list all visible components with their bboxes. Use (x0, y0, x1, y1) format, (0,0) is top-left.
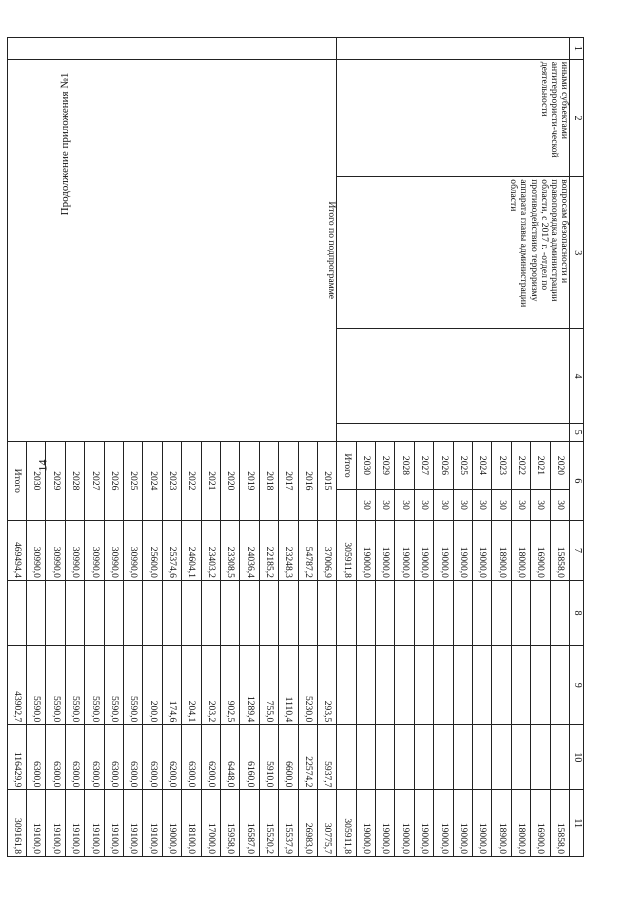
col9-cell (395, 646, 414, 725)
col9-cell: 174,6 (162, 646, 181, 725)
col10-cell: 6200,0 (162, 725, 181, 790)
year-cell: 2015 (317, 441, 336, 520)
col8-cell (65, 580, 84, 645)
total-cell: 30990,0 (27, 520, 46, 580)
col8-cell (531, 580, 550, 645)
col11-cell: 15537,9 (279, 790, 298, 857)
total-cell: 30990,0 (104, 520, 123, 580)
year-cell: 2022 (511, 441, 530, 490)
col6b-cell: 30 (395, 490, 414, 521)
year-cell: 2025 (453, 441, 472, 490)
col9-cell: 204,1 (182, 646, 201, 725)
appendix-title: Продолжение приложения №1 (59, 72, 71, 216)
col11-cell: 19000,0 (356, 790, 375, 857)
year-cell: 2030 (356, 441, 375, 490)
col11-cell: 15520,2 (259, 790, 278, 857)
col10-cell: 22574,2 (298, 725, 317, 790)
table-row (317, 38, 336, 857)
col11-cell: 19100,0 (85, 790, 104, 857)
col11-cell: 15958,0 (220, 790, 239, 857)
subprogram-total-label: Итого по подпрограмме (7, 59, 337, 441)
col8-cell (201, 580, 220, 645)
total-cell: 23248,3 (279, 520, 298, 580)
year-cell: 2027 (414, 441, 433, 490)
col10-cell: 6200,0 (201, 725, 220, 790)
total-cell: 15858,0 (550, 520, 569, 580)
col6b-cell: 30 (453, 490, 472, 521)
col11-cell: 19100,0 (104, 790, 123, 857)
year-cell: 2026 (434, 441, 453, 490)
total-cell: 24604,1 (182, 520, 201, 580)
year-cell: 2029 (376, 441, 395, 490)
col9-cell: 5230,0 (298, 646, 317, 725)
col-header-2: 2 (570, 59, 584, 177)
col8-cell (279, 580, 298, 645)
col10-cell (492, 725, 511, 790)
col6b-cell: 30 (414, 490, 433, 521)
col9-cell (356, 646, 375, 725)
total-cell: 16900,0 (531, 520, 550, 580)
col8-cell (104, 580, 123, 645)
col8-cell (473, 580, 492, 645)
subject-cell: иными субъектами антитеррористи-ческой деятельности (337, 59, 570, 177)
col11-cell: 19100,0 (143, 790, 162, 857)
col8-cell (143, 580, 162, 645)
col10-cell: 6300,0 (182, 725, 201, 790)
year-cell: 2020 (550, 441, 569, 490)
col8-cell (27, 580, 46, 645)
col9-cell (337, 646, 356, 725)
col9-cell: 5590,0 (104, 646, 123, 725)
total-cell: 19000,0 (395, 520, 414, 580)
col8-cell (46, 580, 65, 645)
col-header-9: 9 (570, 646, 584, 725)
col11-cell: 19000,0 (376, 790, 395, 857)
col9-cell (492, 646, 511, 725)
year-cell: 2024 (143, 441, 162, 520)
col11-cell: 19100,0 (124, 790, 143, 857)
col10-cell: 6300,0 (27, 725, 46, 790)
total-cell: 30990,0 (124, 520, 143, 580)
col11-cell: 30775,7 (317, 790, 336, 857)
total-cell: 18000,0 (511, 520, 530, 580)
col6b-cell: 30 (550, 490, 569, 521)
col8-cell (259, 580, 278, 645)
col8-cell (434, 580, 453, 645)
col11-cell: 16587,0 (240, 790, 259, 857)
col-header-4: 4 (570, 329, 584, 424)
col9-cell (531, 646, 550, 725)
col11-cell: 18100,0 (182, 790, 201, 857)
col9-cell: 203,2 (201, 646, 220, 725)
col11-cell: 15858,0 (550, 790, 569, 857)
total-cell: 30990,0 (85, 520, 104, 580)
col8-cell (376, 580, 395, 645)
col-header-1: 1 (570, 38, 584, 60)
total-cell: 19000,0 (434, 520, 453, 580)
column-number-row (570, 38, 584, 857)
year-cell: 2029 (46, 441, 65, 520)
cell-col1 (7, 38, 337, 60)
col8-cell (162, 580, 181, 645)
col-header-7: 7 (570, 520, 584, 580)
total-cell: 19000,0 (414, 520, 433, 580)
cell-col4 (337, 329, 570, 424)
col11-cell: 305911,8 (337, 790, 356, 857)
year-cell: 2016 (298, 441, 317, 520)
total-cell: 18900,0 (492, 520, 511, 580)
col-header-5: 5 (570, 423, 584, 441)
col11-cell: 19000,0 (414, 790, 433, 857)
col8-cell (182, 580, 201, 645)
col11-cell: 19000,0 (395, 790, 414, 857)
total-cell: 305911,8 (337, 520, 356, 580)
col8-cell (124, 580, 143, 645)
col6b-cell: 30 (492, 490, 511, 521)
col9-cell: 200,0 (143, 646, 162, 725)
total-cell: 22185,2 (259, 520, 278, 580)
col9-cell: 293,5 (317, 646, 336, 725)
col8-cell (356, 580, 375, 645)
col10-cell (356, 725, 375, 790)
col9-cell (376, 646, 395, 725)
col8-cell (550, 580, 569, 645)
page-number: 14 (35, 459, 50, 472)
col9-cell (453, 646, 472, 725)
total-cell: 19000,0 (453, 520, 472, 580)
col11-cell: 17000,0 (201, 790, 220, 857)
col9-cell: 5590,0 (65, 646, 84, 725)
col10-cell: 5910,0 (259, 725, 278, 790)
year-cell: 2027 (85, 441, 104, 520)
year-cell: 2021 (531, 441, 550, 490)
col9-cell (414, 646, 433, 725)
col10-cell (337, 725, 356, 790)
col6b-cell: 30 (356, 490, 375, 521)
col9-cell (434, 646, 453, 725)
cell-col5 (337, 423, 570, 441)
col8-cell (220, 580, 239, 645)
col10-cell (453, 725, 472, 790)
col6b-cell: 30 (434, 490, 453, 521)
year-cell: 2026 (104, 441, 123, 520)
col11-cell: 16900,0 (531, 790, 550, 857)
total-cell: 19000,0 (473, 520, 492, 580)
total-cell: 30990,0 (65, 520, 84, 580)
col8-cell (395, 580, 414, 645)
col10-cell (376, 725, 395, 790)
year-cell: Итого (7, 441, 26, 520)
col9-cell: 1289,4 (240, 646, 259, 725)
col9-cell: 5590,0 (85, 646, 104, 725)
table-row (550, 38, 569, 857)
total-cell: 23308,5 (220, 520, 239, 580)
col-header-3: 3 (570, 177, 584, 329)
col8-cell (85, 580, 104, 645)
budget-table (7, 37, 584, 857)
col11-cell: 309161,8 (7, 790, 26, 857)
year-cell: 2024 (473, 441, 492, 490)
year-cell: 2028 (65, 441, 84, 520)
col10-cell: 116429,9 (7, 725, 26, 790)
year-cell: 2023 (162, 441, 181, 520)
col6b-cell (337, 490, 356, 521)
col11-cell: 19000,0 (162, 790, 181, 857)
col11-cell: 19000,0 (453, 790, 472, 857)
col9-cell (473, 646, 492, 725)
col10-cell: 6300,0 (85, 725, 104, 790)
year-cell: Итого (337, 441, 356, 490)
col10-cell (531, 725, 550, 790)
col11-cell: 19000,0 (473, 790, 492, 857)
col10-cell: 6160,0 (240, 725, 259, 790)
col8-cell (7, 580, 26, 645)
total-cell: 19000,0 (356, 520, 375, 580)
col10-cell (414, 725, 433, 790)
total-cell: 23403,2 (201, 520, 220, 580)
year-cell: 2030 (27, 441, 46, 520)
col6b-cell: 30 (376, 490, 395, 521)
col11-cell: 19100,0 (65, 790, 84, 857)
year-cell: 2021 (201, 441, 220, 520)
year-cell: 2017 (279, 441, 298, 520)
total-cell: 469494,4 (7, 520, 26, 580)
col8-cell (414, 580, 433, 645)
year-cell: 2019 (240, 441, 259, 520)
col9-cell: 1110,4 (279, 646, 298, 725)
total-cell: 54787,2 (298, 520, 317, 580)
cell-col1 (337, 38, 570, 60)
year-cell: 2028 (395, 441, 414, 490)
col10-cell: 5937,7 (317, 725, 336, 790)
col9-cell: 902,5 (220, 646, 239, 725)
year-cell: 2018 (259, 441, 278, 520)
col9-cell: 755,0 (259, 646, 278, 725)
col10-cell: 6300,0 (46, 725, 65, 790)
col11-cell: 18900,0 (492, 790, 511, 857)
col10-cell: 6300,0 (143, 725, 162, 790)
col8-cell (317, 580, 336, 645)
col9-cell (550, 646, 569, 725)
col11-cell: 26983,0 (298, 790, 317, 857)
col11-cell: 18000,0 (511, 790, 530, 857)
col8-cell (453, 580, 472, 645)
col-header-6: 6 (570, 441, 584, 520)
year-cell: 2020 (220, 441, 239, 520)
col6b-cell: 30 (531, 490, 550, 521)
total-cell: 24036,4 (240, 520, 259, 580)
col8-cell (298, 580, 317, 645)
total-cell: 25600,0 (143, 520, 162, 580)
col9-cell (511, 646, 530, 725)
col8-cell (337, 580, 356, 645)
col11-cell: 19100,0 (46, 790, 65, 857)
col8-cell (511, 580, 530, 645)
col8-cell (240, 580, 259, 645)
col9-cell: 5590,0 (27, 646, 46, 725)
col10-cell (395, 725, 414, 790)
total-cell: 30990,0 (46, 520, 65, 580)
year-cell: 2022 (182, 441, 201, 520)
col11-cell: 19100,0 (27, 790, 46, 857)
col10-cell: 6300,0 (104, 725, 123, 790)
col-header-11: 11 (570, 790, 584, 857)
col11-cell: 19000,0 (434, 790, 453, 857)
col9-cell: 43902,7 (7, 646, 26, 725)
col9-cell: 5590,0 (46, 646, 65, 725)
section-a-body (337, 38, 570, 857)
total-cell: 25374,6 (162, 520, 181, 580)
total-cell: 37006,9 (317, 520, 336, 580)
col8-cell (492, 580, 511, 645)
col10-cell: 6448,0 (220, 725, 239, 790)
col6b-cell: 30 (473, 490, 492, 521)
col10-cell: 6300,0 (124, 725, 143, 790)
col10-cell: 6300,0 (65, 725, 84, 790)
col10-cell: 6600,0 (279, 725, 298, 790)
col-header-8: 8 (570, 580, 584, 645)
col6b-cell: 30 (511, 490, 530, 521)
col10-cell (511, 725, 530, 790)
executor-cell: вопросам безопасности и правопорядка администрации области, с 2017 г. -отдел по противодействию терроризму аппарата главы администрации области (337, 177, 570, 329)
col-header-10: 10 (570, 725, 584, 790)
year-cell: 2025 (124, 441, 143, 520)
col10-cell (434, 725, 453, 790)
year-cell: 2023 (492, 441, 511, 490)
total-cell: 19000,0 (376, 520, 395, 580)
col10-cell (550, 725, 569, 790)
col10-cell (473, 725, 492, 790)
section-b-body (7, 38, 337, 857)
col9-cell: 5590,0 (124, 646, 143, 725)
